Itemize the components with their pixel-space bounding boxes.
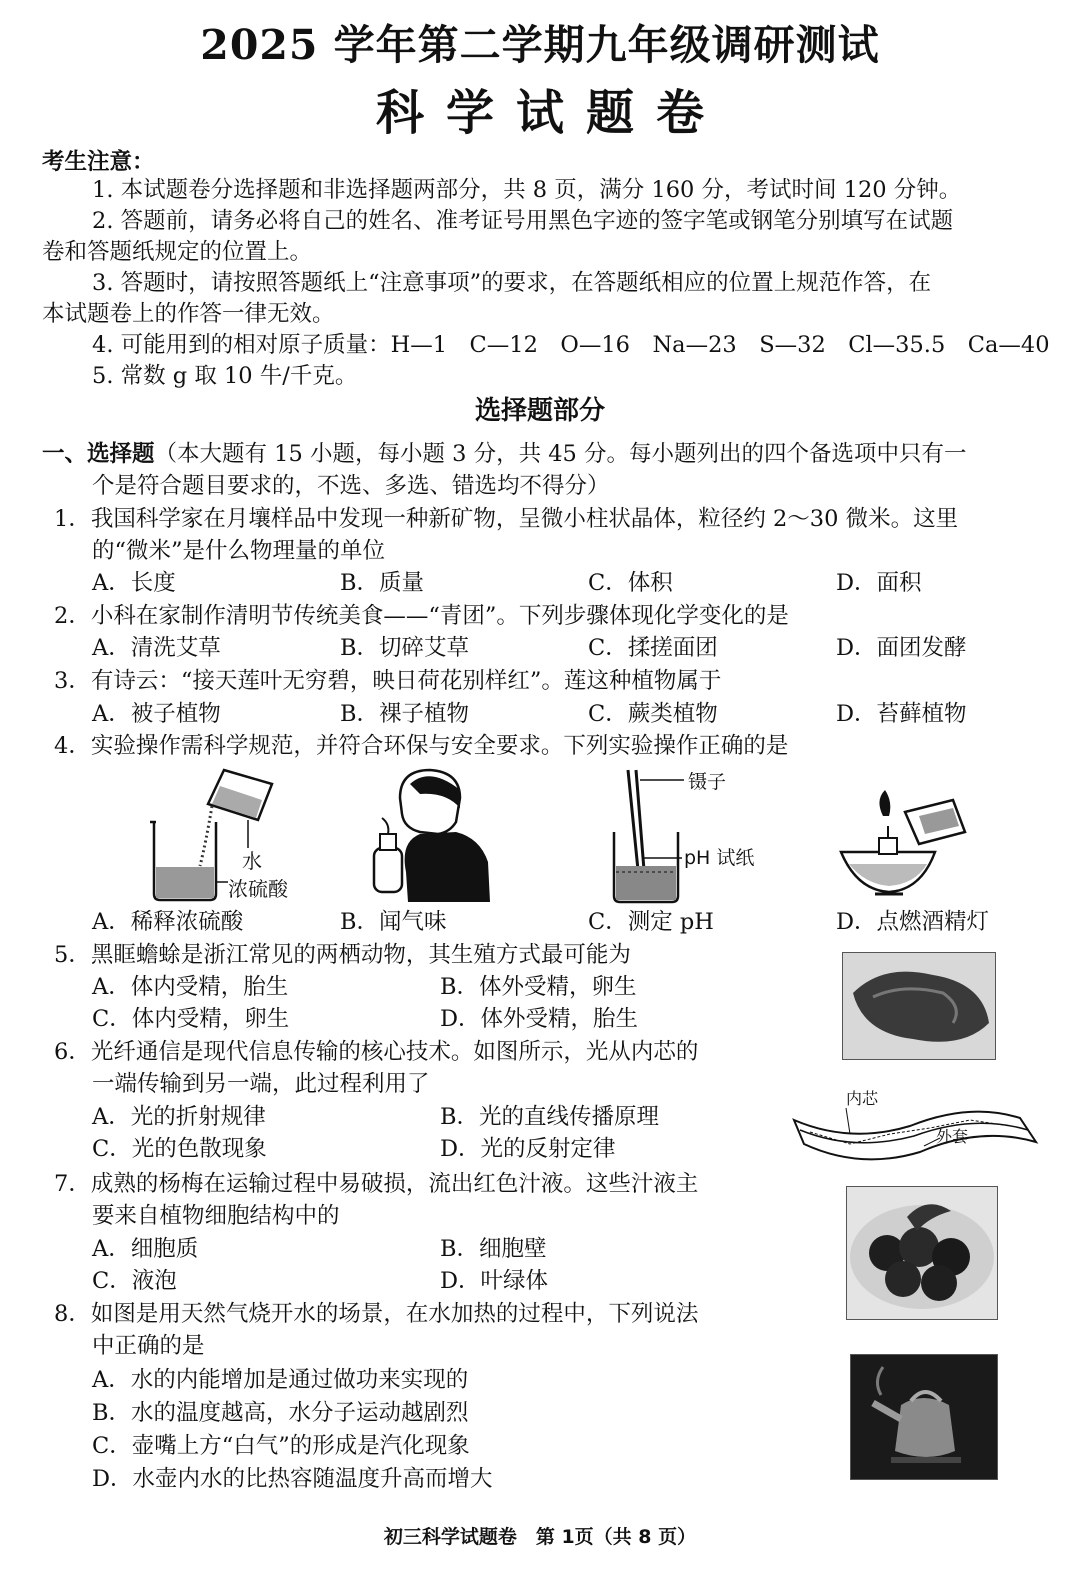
tweezers-icon bbox=[628, 770, 644, 870]
q4-figure-d bbox=[835, 786, 970, 906]
label-cladding: 外套 bbox=[936, 1127, 969, 1146]
q4-option-a: A．稀释浓硫酸 bbox=[92, 909, 244, 935]
q4-option-c: C．测定 pH bbox=[588, 909, 714, 935]
q2-option-d: D．面团发酵 bbox=[836, 635, 967, 661]
q6-option-a: A．光的折射规律 bbox=[92, 1104, 266, 1130]
q7-option-d: D．叶绿体 bbox=[440, 1268, 549, 1294]
q4-option-d: D．点燃酒精灯 bbox=[836, 909, 990, 935]
toad-photo bbox=[842, 952, 996, 1060]
exam-title: 2025 学年第二学期九年级调研测试 bbox=[200, 21, 880, 69]
q3-option-d: D．苔藓植物 bbox=[836, 701, 967, 727]
person-smelling-icon bbox=[374, 770, 490, 902]
q3-option-a: A．被子植物 bbox=[92, 701, 221, 727]
q8-stem: 8．如图是用天然气烧开水的场景，在水加热的过程中，下列说法 bbox=[54, 1301, 699, 1327]
q6-stem: 6．光纤通信是现代信息传输的核心技术。如图所示，光从内芯的 bbox=[54, 1039, 699, 1065]
part1-desc: （本大题有 15 小题，每小题 3 分，共 45 分。每小题列出的四个备选项中只有一 bbox=[154, 441, 967, 467]
q1-option-a: A．长度 bbox=[92, 570, 176, 596]
q3-stem: 3．有诗云：“接天莲叶无穷碧，映日荷花别样红”。莲这种植物属于 bbox=[54, 668, 722, 694]
note-1: 1. 本试题卷分选择题和非选择题两部分，共 8 页，满分 160 分，考试时间 120 分钟。 bbox=[92, 177, 962, 203]
section-title: 选择题部分 bbox=[474, 396, 605, 426]
q1-option-c: C．体积 bbox=[588, 570, 673, 596]
label-ph-paper: pH 试纸 bbox=[684, 847, 755, 869]
q5-option-b: B．体外受精，卵生 bbox=[440, 974, 637, 1000]
q6-stem-cont: 一端传输到另一端，此过程利用了 bbox=[92, 1071, 430, 1097]
flame-icon bbox=[879, 790, 890, 816]
second-lamp-icon bbox=[905, 800, 965, 844]
q7-stem-cont: 要来自植物细胞结构中的 bbox=[92, 1203, 340, 1229]
q4-stem: 4．实验操作需科学规范，并符合环保与安全要求。下列实验操作正确的是 bbox=[54, 733, 789, 759]
q7-option-a: A．细胞质 bbox=[92, 1236, 199, 1262]
q7-option-b: B．细胞壁 bbox=[440, 1236, 547, 1262]
label-acid: 浓硫酸 bbox=[228, 877, 288, 901]
part1-label: 一、选择题 bbox=[42, 441, 155, 467]
q3-option-b: B．裸子植物 bbox=[340, 701, 470, 727]
q2-option-a: A．清洗艾草 bbox=[92, 635, 221, 661]
q3-option-c: C．蕨类植物 bbox=[588, 701, 718, 727]
q4-option-b: B．闻气味 bbox=[340, 909, 447, 935]
optical-fiber-diagram bbox=[790, 1082, 1040, 1162]
beaker-icon bbox=[150, 822, 216, 900]
note-3: 3. 答题时，请按照答题纸上“注意事项”的要求，在答题纸相应的位置上规范作答，在 bbox=[92, 270, 932, 296]
q2-option-b: B．切碎艾草 bbox=[340, 635, 470, 661]
q1-option-b: B．质量 bbox=[340, 570, 425, 596]
part1-heading bbox=[42, 438, 967, 470]
q1-stem: 1．我国科学家在月壤样品中发现一种新矿物，呈微小柱状晶体，粒径约 2～30 微米。这里 bbox=[54, 506, 959, 532]
bayberry-photo bbox=[846, 1186, 998, 1320]
q8-option-b: B．水的温度越高，水分子运动越剧烈 bbox=[92, 1400, 469, 1426]
q6-option-d: D．光的反射定律 bbox=[440, 1136, 616, 1162]
q8-stem-cont: 中正确的是 bbox=[92, 1333, 205, 1359]
q4-figure-b bbox=[360, 762, 495, 907]
q6-option-c: C．光的色散现象 bbox=[92, 1136, 267, 1162]
q5-option-a: A．体内受精，胎生 bbox=[92, 974, 289, 1000]
label-tweezers: 镊子 bbox=[688, 771, 727, 793]
pouring-beaker-icon bbox=[208, 770, 272, 820]
note-2: 2. 答题前，请务必将自己的姓名、准考证号用黑色字迹的签字笔或钢笔分别填写在试题 bbox=[92, 208, 954, 234]
note-4: 4. 可能用到的相对原子质量：H—1 C—12 O—16 Na—23 S—32 Cl—35.5 Ca—40 bbox=[92, 332, 1050, 358]
label-core: 内芯 bbox=[846, 1089, 879, 1108]
q1-option-d: D．面积 bbox=[836, 570, 922, 596]
q5-stem: 5．黑眶蟾蜍是浙江常见的两栖动物，其生殖方式最可能为 bbox=[54, 942, 631, 968]
q8-option-c: C．壶嘴上方“白气”的形成是汽化现象 bbox=[92, 1433, 470, 1459]
q4-figure-a bbox=[140, 762, 310, 907]
q4-figure-c bbox=[600, 762, 780, 907]
note-5: 5. 常数 g 取 10 牛/千克。 bbox=[92, 363, 358, 389]
label-water: 水 bbox=[242, 849, 262, 873]
q2-stem: 2．小科在家制作清明节传统美食——“青团”。下列步骤体现化学变化的是 bbox=[54, 603, 789, 629]
q7-option-c: C．液泡 bbox=[92, 1268, 177, 1294]
q8-option-a: A．水的内能增加是通过做功来实现的 bbox=[92, 1367, 469, 1393]
q2-option-c: C．揉搓面团 bbox=[588, 635, 718, 661]
note-2-cont: 卷和答题纸规定的位置上。 bbox=[42, 239, 313, 265]
q7-stem: 7．成熟的杨梅在运输过程中易破损，流出红色汁液。这些汁液主 bbox=[54, 1171, 699, 1197]
note-3-cont: 本试题卷上的作答一律无效。 bbox=[42, 301, 335, 327]
kettle-photo bbox=[850, 1354, 998, 1480]
exam-subtitle: 科学试题卷 bbox=[375, 85, 726, 141]
beaker-icon bbox=[614, 832, 678, 902]
q6-option-b: B．光的直线传播原理 bbox=[440, 1104, 660, 1130]
q8-option-d: D．水壶内水的比热容随温度升高而增大 bbox=[92, 1466, 493, 1492]
q5-option-d: D．体外受精，胎生 bbox=[440, 1006, 639, 1032]
q5-option-c: C．体内受精，卵生 bbox=[92, 1006, 290, 1032]
notes-heading: 考生注意： bbox=[42, 149, 155, 175]
page-footer: 初三科学试题卷 第 1页（共 8 页） bbox=[383, 1526, 697, 1548]
part1-desc-cont: 个是符合题目要求的，不选、多选、错选均不得分） bbox=[92, 473, 610, 499]
q1-stem-cont: 的“微米”是什么物理量的单位 bbox=[92, 538, 386, 564]
